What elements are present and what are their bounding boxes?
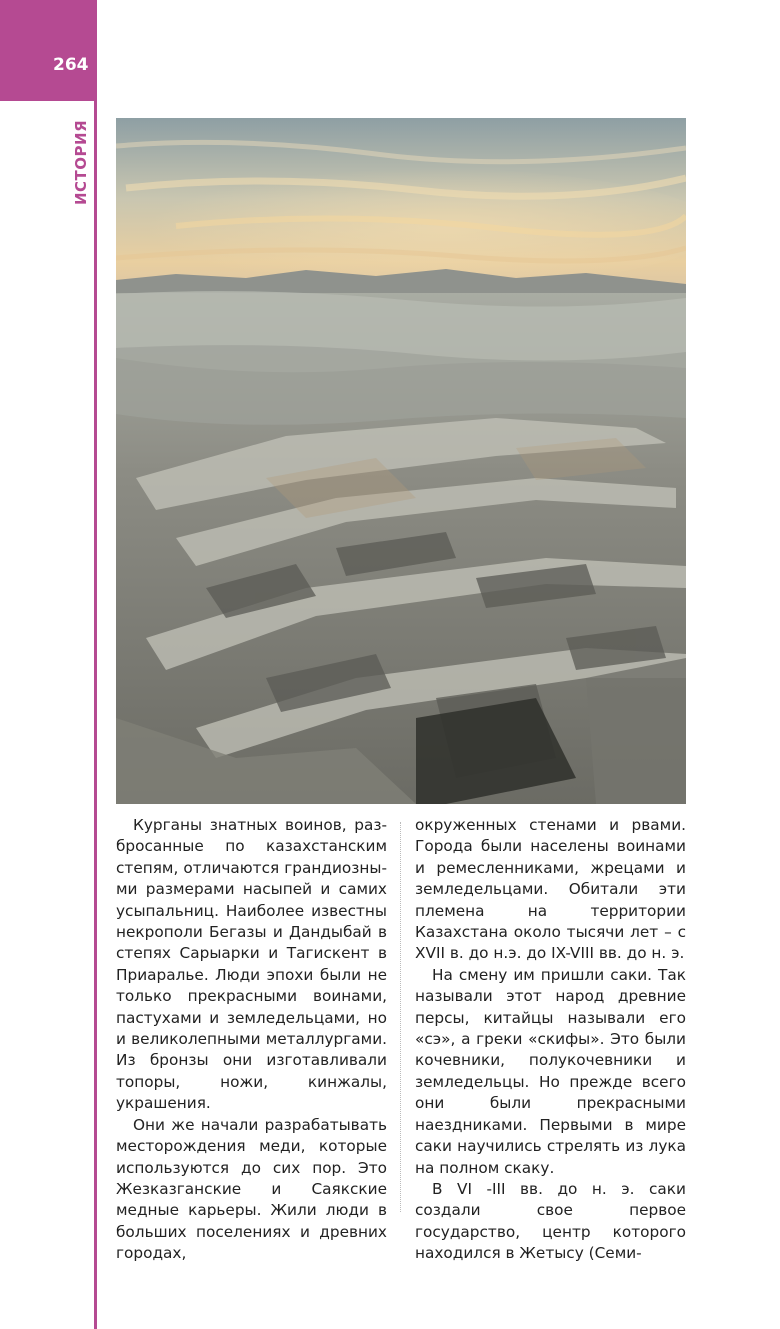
text-column-left	[116, 815, 387, 1265]
excavation-photo	[116, 118, 686, 804]
sidebar-accent-line	[94, 0, 97, 1329]
text-column-right	[415, 815, 686, 1265]
paragraph: Курганы знатных воинов, разбросанные по казахстанским степям, отличаются грандиозными размерами насыпей и самих усыпальниц. Наиболее известны некрополи Бегазы и Дандыбай в степях Сарыарки и Тагискент в Приаралье. Люди эпохи были не только прекрасными воинами, пастухами и земледельцами, но и великолепными металлургами. Из бронзы они изготавливали топоры, ножи, кинжалы, украшения.	[116, 816, 387, 1113]
page-number-tab	[0, 0, 94, 101]
excavation-photo-image	[116, 118, 686, 804]
paragraph: В VI -III вв. до н. э. саки создали свое первое государство, центр которого находился в Жетысу (Семи-	[415, 1179, 686, 1263]
paragraph: На смену им пришли саки. Так называли этот народ древние персы, китайцы называли его «сэ», а греки «скифы». Это были кочевники, полукочевники и земледельцы. Но прежде всего они были прекрасными наездниками. Первыми в мире саки научились стрелять из лука на полном скаку.	[415, 965, 686, 1177]
paragraph: окруженных стенами и рвами. Города были населены воинами и ремесленниками, жрецами и земледельцами. Обитали эти племена на территории Казахстана около тысячи лет – с XVII в. до н.э. до IX-VIII вв. до н. э.	[415, 816, 686, 963]
page-number: 264	[53, 55, 89, 75]
section-label: ИСТОРИЯ	[72, 119, 90, 205]
column-divider	[400, 822, 401, 1212]
paragraph: Они же начали разрабатывать месторождения меди, которые используются до сих пор. Это Жезказганские и Саякские медные карьеры. Жили люди в больших поселениях и древних городах,	[116, 1115, 387, 1263]
